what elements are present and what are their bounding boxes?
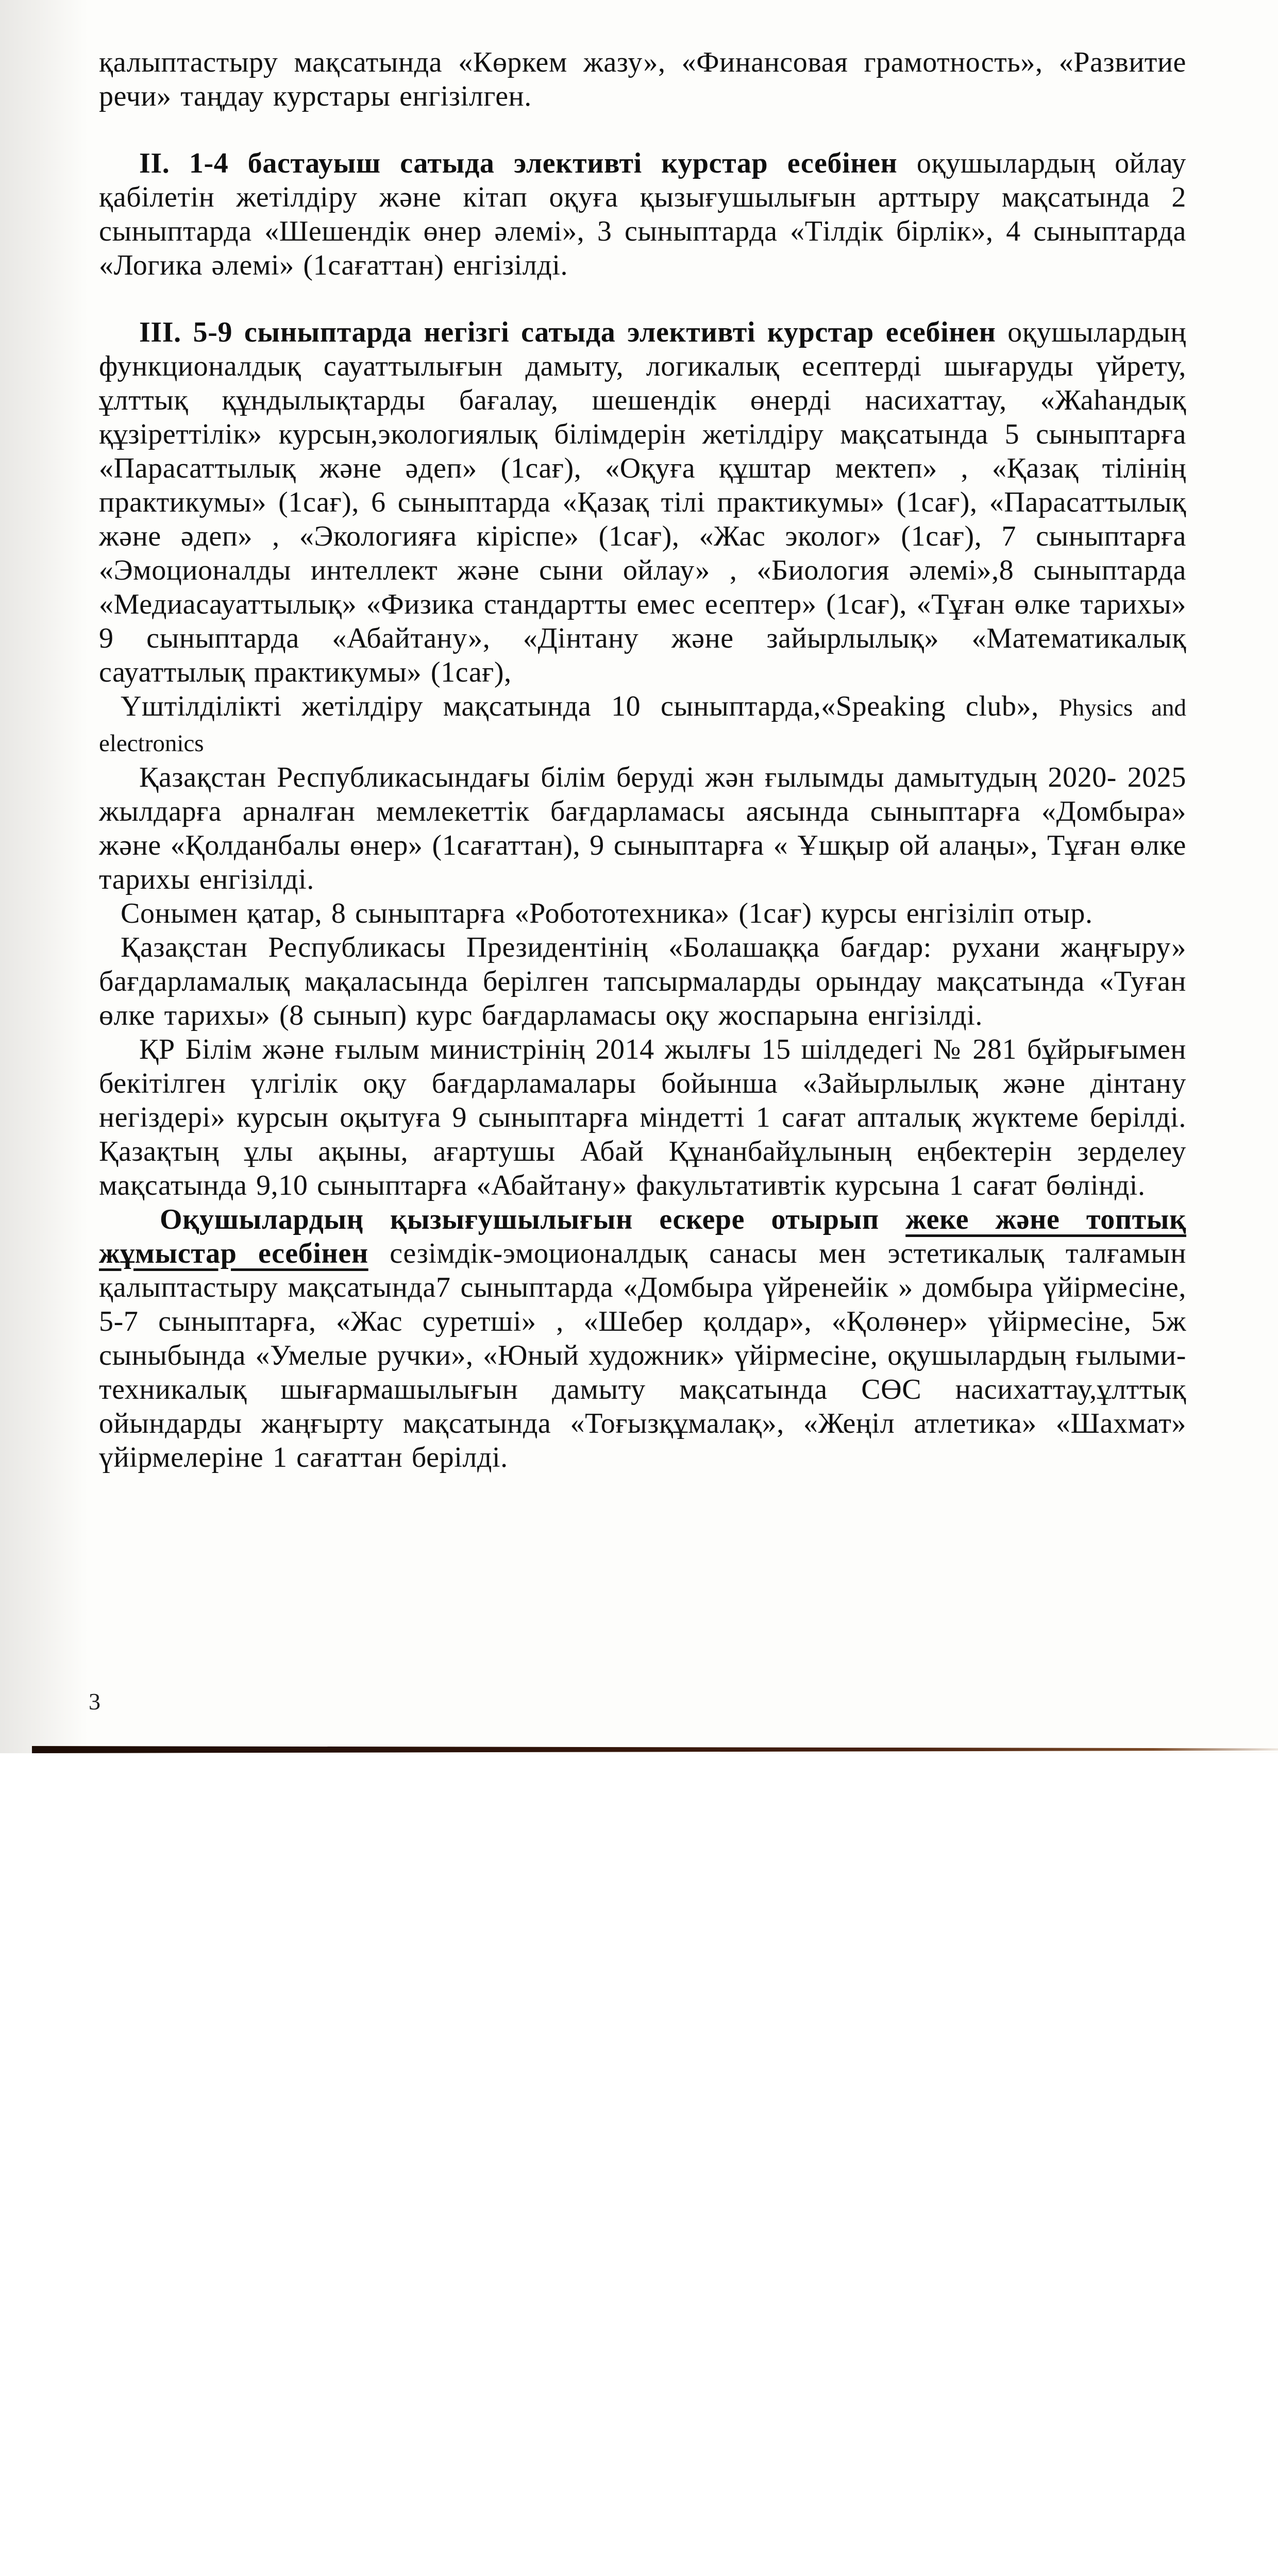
scan-edge-bar — [32, 1746, 1278, 1753]
paragraph-section3 — [99, 315, 1186, 689]
clubs-bold-underlined: жеке және топтық жұмыстар есебінен — [99, 1204, 1186, 1269]
camscanner-footer-strip — [0, 1753, 1278, 1808]
trilingual-kazakh-text: Үштілділікті жетілдіру мақсатында 10 сыныптарда,«Speaking club», — [121, 690, 1039, 722]
paragraph-president-article — [99, 930, 1186, 1032]
section3-body: оқушылардың функционалдық сауаттылығын дамыту, логикалық есептерді шығаруды үйрету, ұлттық құндылықтарды бағалау, шешендік өнерді насихаттау, «Жаһандық құзіреттілік» курсын,экологиялық білімдерін жетілдіру мақсатында 5 сыныптарға «Парасаттылық және әдеп» (1сағ), «Оқуға құштар мектеп» , «Қазақ тілінің практикумы» (1сағ), 6 сыныптарда «Қазақ тілі практикумы» (1сағ), «Парасаттылық және әдеп» , «Экологияға кіріспе» (1сағ), «Жас эколог» (1сағ), 7 сыныптарға «Эмоционалды интеллект және сыни ойлау» , «Биология әлемі»,8 сыныптарда «Медиасауаттылық» «Физика стандартты емес есептер» (1сағ), «Тұған өлке тарихы» 9 сыныптарда «Абайтану», «Дінтану және зайырлылық» «Математикалық сауаттылық практикумы» (1сағ), — [99, 316, 1186, 688]
clubs-body: сезімдік-эмоционалдық санасы мен эстетикалық талғамын қалыптастыру мақсатында7 сыныптарда «Домбыра үйренейік » домбыра үйірмесіне, 5-7 сыныптарға, «Жас суретші» , «Шебер қолдар», «Қолөнер» үйірмесіне, 5ж сыныбында «Умелые ручки», «Юный художник» үйірмесіне, оқушылардың ғылыми-техникалық шығармашылығын дамыту мақсатында СӨС насихаттау,ұлттық ойындарды жаңғырту мақсатында «Тоғызқұмалақ», «Жеңіл атлетика» «Шахмат» үйірмелеріне 1 сағаттан берілді. — [99, 1238, 1186, 1473]
page-number: 3 — [89, 1688, 100, 1715]
president-article-text: Қазақстан Республикасы Президентінің «Болашаққа бағдар: рухани жаңғыру» бағдарламалық мақаласында берілген тапсырмаларды орындау мақсатында «Туған өлке тарихы» (8 сынып) курс бағдарламасы оқу жоспарына енгізілді. — [99, 931, 1186, 1031]
paragraph-state-program — [99, 760, 1186, 896]
state-program-text: Қазақстан Республикасындағы білім беруді жән ғылымды дамытудың 2020- 2025 жылдарға арналған мемлекеттік бағдарламасы аясында сыныптарға «Домбыра» және «Қолданбалы өнер» (1сағаттан), 9 сыныптарға « Ұшқыр ой алаңы», Тұған өлке тарихы енгізілді. — [99, 761, 1186, 895]
trilingual-latin-text: Physics and electronics — [99, 694, 1187, 757]
paragraph-ministry-order — [99, 1032, 1186, 1202]
paragraph-section2 — [99, 146, 1186, 282]
ministry-order-text: ҚР Білім және ғылым министрінің 2014 жылғы 15 шілдедегі № 281 бұйрығымен бекітілген үлгілік оқу бағдарламалары бойынша «Зайырлылық және дінтану негіздері» курсын оқытуға 9 сыныптарға міндетті 1 сағат апталық жүктеме берілді. Қазақтың ұлы ақыны, ағартушы Абай Құнанбайұлының еңбектерін зерделеу мақсатында 9,10 сыныптарға «Абайтану» факультативтік курсына 1 сағат бөлінді. — [99, 1033, 1186, 1201]
paragraph-intro — [99, 45, 1186, 113]
clubs-bold-lead: Оқушылардың қызығушылығын ескере отырып — [160, 1204, 879, 1235]
document-body — [99, 45, 1186, 1475]
paragraph-intro-text: қалыптастыру мақсатында «Көркем жазу», «Финансовая грамотность», «Развитие речи» таңдау курстары енгізілген. — [99, 46, 1186, 112]
section3-heading: III. 5-9 сыныптарда негізгі сатыда элективті курстар есебінен — [139, 316, 996, 348]
paragraph-robotics — [99, 896, 1186, 930]
paragraph-clubs — [99, 1202, 1186, 1475]
paragraph-trilingual — [99, 689, 1186, 760]
scan-edge-artifact — [0, 0, 88, 1753]
section2-body: оқушылардың ойлау қабілетін жетілдіру және кітап оқуға қызығушылығын арттыру мақсатында 2 сыныптарда «Шешендік өнер әлемі», 3 сыныптарда «Тілдік бірлік», 4 сыныптарда «Логика әлемі» (1сағаттан) енгізілді. — [99, 147, 1187, 281]
section2-heading: II. 1-4 бастауыш сатыда элективті курстар есебінен — [139, 147, 898, 179]
robotics-text: Сонымен қатар, 8 сыныптарға «Робототехника» (1сағ) курсы енгізіліп отыр. — [121, 897, 1093, 929]
